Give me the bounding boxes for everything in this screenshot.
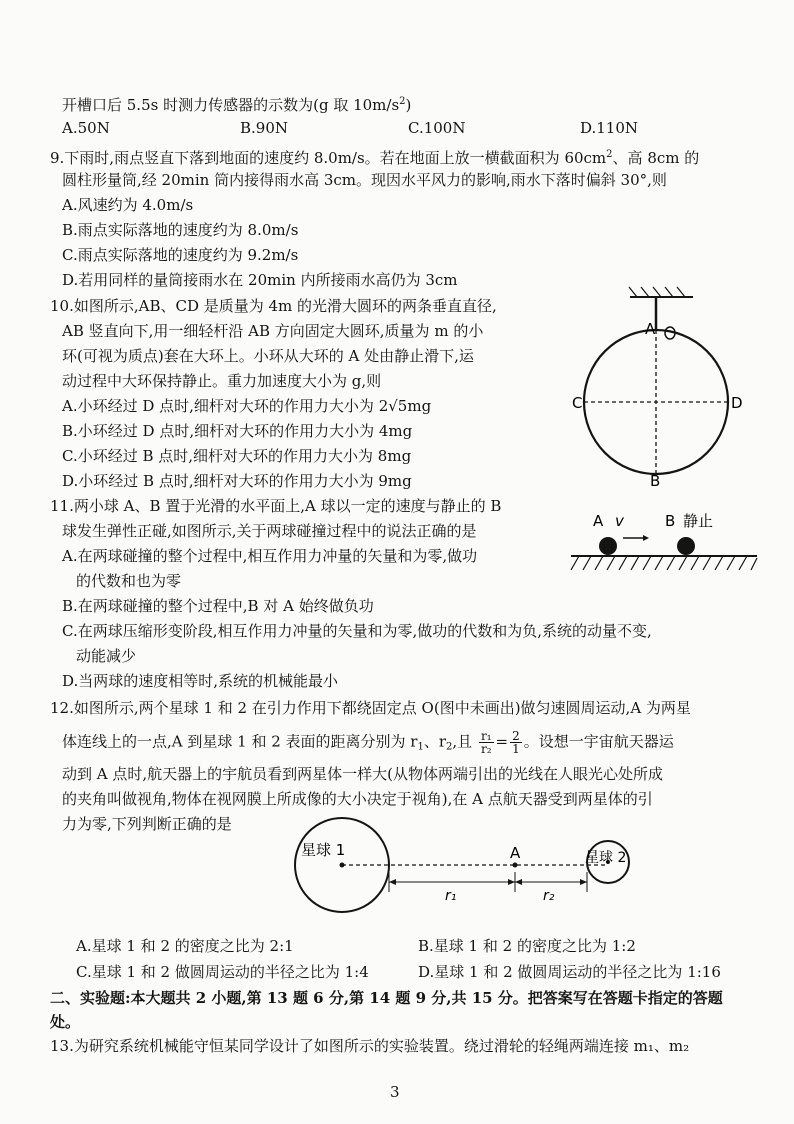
- q10-stem-line2: AB 竖直向下,用一细轻杆沿 AB 方向固定大圆环,质量为 m 的小: [62, 322, 484, 340]
- ceiling-hatch: [641, 287, 649, 297]
- r2-label: r₂: [543, 888, 555, 904]
- q12-stem-line3: 动到 A 点时,航天器上的宇航员看到两星体一样大(从物体两端引出的光线在人眼光心处所成: [62, 765, 663, 783]
- q10-stem-line3: 环(可视为质点)套在大环上。小环从大环的 A 处由静止滑下,运: [62, 347, 474, 365]
- page-number: 3: [390, 1083, 400, 1101]
- q9-option-a: A.风速约为 4.0m/s: [62, 196, 194, 214]
- q10-ring-figure: [572, 285, 775, 490]
- ceiling-hatch: [629, 287, 637, 297]
- ground-hatch: [571, 556, 757, 570]
- q12-option-b: B.星球 1 和 2 的密度之比为 1:2: [418, 937, 636, 955]
- point-a: [513, 863, 518, 868]
- q11-option-c-line2: 动能减少: [76, 647, 137, 665]
- r2-arrow-left: [515, 879, 522, 885]
- ball-a-label: A: [593, 512, 604, 530]
- q9-option-b: B.雨点实际落地的速度约为 8.0m/s: [62, 221, 299, 239]
- r1-arrow-right: [508, 879, 515, 885]
- q8-option-b: B.90N: [240, 119, 289, 137]
- star1-label: 星球 1: [301, 841, 346, 859]
- q11-stem-line1: 11.两小球 A、B 置于光滑的水平面上,A 球以一定的速度与静止的 B: [50, 497, 502, 515]
- r1-label: r₁: [445, 888, 457, 904]
- q13-stem-line1: 13.为研究系统机械能守恒某同学设计了如图所示的实验装置。绕过滑轮的轻绳两端连接 m₁、m₂: [50, 1037, 690, 1055]
- ball-b-label: B: [665, 512, 676, 530]
- q9-stem-line2: 圆柱形量筒,经 20min 筒内接得雨水高 3cm。现因水平风力的影响,雨水下落时偏斜 30°,则: [62, 171, 667, 189]
- q12-stem-line5: 力为零,下列判断正确的是: [62, 815, 232, 833]
- ball-b-still-label: 静止: [683, 512, 714, 530]
- point-d-label: D: [731, 394, 743, 412]
- r1-arrow-left: [389, 879, 396, 885]
- q11-stem-line2: 球发生弹性正碰,如图所示,关于两球碰撞过程中的说法正确的是: [62, 522, 477, 540]
- q11-option-a-line2: 的代数和也为零: [76, 572, 182, 590]
- q9-line1-end: 、高 8cm 的: [612, 149, 700, 167]
- q12-option-c: C.星球 1 和 2 做圆周运动的半径之比为 1:4: [76, 963, 369, 981]
- q10-stem-line1: 10.如图所示,AB、CD 是质量为 4m 的光滑大圆环的两条垂直直径,: [50, 297, 497, 315]
- q12-line2-mid2: ,且: [452, 732, 473, 751]
- point-a-label: A: [645, 320, 656, 338]
- q9-line1-text: 9.下雨时,雨点竖直下落到地面的速度约 8.0m/s。若在地面上放一横截面积为 60cm: [50, 149, 607, 167]
- q12-line2-pre: 体连线上的一点,A 到星球 1 和 2 表面的距离分别为 r: [62, 732, 418, 751]
- ball-b: [677, 537, 695, 555]
- q9-option-c: C.雨点实际落地的速度约为 9.2m/s: [62, 246, 299, 264]
- r-ratio-fraction: $\frac{\text{r₁}}{\text{r₂}}$: [480, 729, 492, 756]
- q8-option-c: C.100N: [408, 119, 466, 137]
- q12-line2-post: 。设想一宇宙航天器运: [523, 732, 674, 751]
- q12-option-a: A.星球 1 和 2 的密度之比为 2:1: [76, 937, 294, 955]
- q12-option-d: D.星球 1 和 2 做圆周运动的半径之比为 1:16: [418, 963, 721, 981]
- equals-sign: =: [495, 732, 509, 751]
- ball-a: [599, 537, 617, 555]
- point-b-label: B: [650, 472, 661, 490]
- q8-tail-text: 开槽口后 5.5s 时测力传感器的示数为(g 取 10m/s: [62, 96, 400, 114]
- q9-line1-sup: 2: [606, 149, 613, 160]
- q10-stem-line4: 动过程中大环保持静止。重力加速度大小为 g,则: [62, 372, 382, 390]
- q8-tail: [62, 92, 411, 115]
- q10-option-b: B.小环经过 D 点时,细杆对大环的作用力大小为 4mg: [62, 422, 413, 440]
- q8-option-a: A.50N: [62, 119, 110, 137]
- q9-option-d: D.若用同样的量筒接雨水在 20min 内所接雨水高仍为 3cm: [62, 271, 458, 289]
- ceiling-hatch: [653, 287, 661, 297]
- ratio-value-fraction: $\frac{2}{1}$: [512, 729, 520, 756]
- q12-stem-line4: 的夹角叫做视角,物体在视网膜上所成像的大小决定于视角),在 A 点航天器受到两星体的引: [62, 790, 653, 808]
- ceiling-hatch: [665, 287, 673, 297]
- point-c-label: C: [572, 394, 583, 412]
- q12-stem-line2: 体连线上的一点,A 到星球 1 和 2 表面的距离分别为 $r_1$、$r_2$,且 $\frac{\text{r₁}}{\text{r₂}}$ = $\frac{2}{1}$ 。设想一宇宙航天器运: [62, 729, 674, 756]
- q10-option-d: D.小环经过 B 点时,细杆对大环的作用力大小为 9mg: [62, 472, 412, 490]
- r2-arrow-right: [580, 879, 587, 885]
- q8-tail-end: ): [405, 96, 412, 114]
- ceiling-hatch: [677, 287, 685, 297]
- point-a-label: A: [510, 844, 521, 862]
- q12-line2-mid: 、r: [423, 732, 447, 751]
- q9-stem-line1: [50, 145, 699, 168]
- q12-stars-figure: [285, 820, 645, 930]
- q11-option-a-line1: A.在两球碰撞的整个过程中,相互作用力冲量的矢量和为零,做功: [62, 547, 478, 565]
- q11-option-c-line1: C.在两球压缩形变阶段,相互作用力冲量的矢量和为零,做功的代数和为负,系统的动量不变,: [62, 622, 652, 640]
- star2-label: 星球 2: [585, 850, 627, 866]
- q12-stem-line1: 12.如图所示,两个星球 1 和 2 在引力作用下都绕固定点 O(图中未画出)做匀速圆周运动,A 为两星: [50, 699, 691, 717]
- q10-option-a: A.小环经过 D 点时,细杆对大环的作用力大小为 2√5mg: [62, 397, 432, 415]
- q11-option-b: B.在两球碰撞的整个过程中,B 对 A 始终做负功: [62, 597, 374, 615]
- q8-option-d: D.110N: [580, 119, 639, 137]
- section2-heading-line2: 处。: [50, 1013, 81, 1031]
- q8-tail-sup: 2: [399, 96, 406, 107]
- q11-option-d: D.当两球的速度相等时,系统的机械能最小: [62, 672, 339, 690]
- velocity-label: v: [615, 512, 624, 530]
- velocity-arrowhead: [643, 535, 649, 541]
- q10-option-c: C.小环经过 B 点时,细杆对大环的作用力大小为 8mg: [62, 447, 412, 465]
- section2-heading-line1: 二、实验题:本大题共 2 小题,第 13 题 6 分,第 14 题 9 分,共 15 分。把答案写在答题卡指定的答题: [50, 989, 723, 1007]
- q11-balls-figure: [565, 508, 765, 578]
